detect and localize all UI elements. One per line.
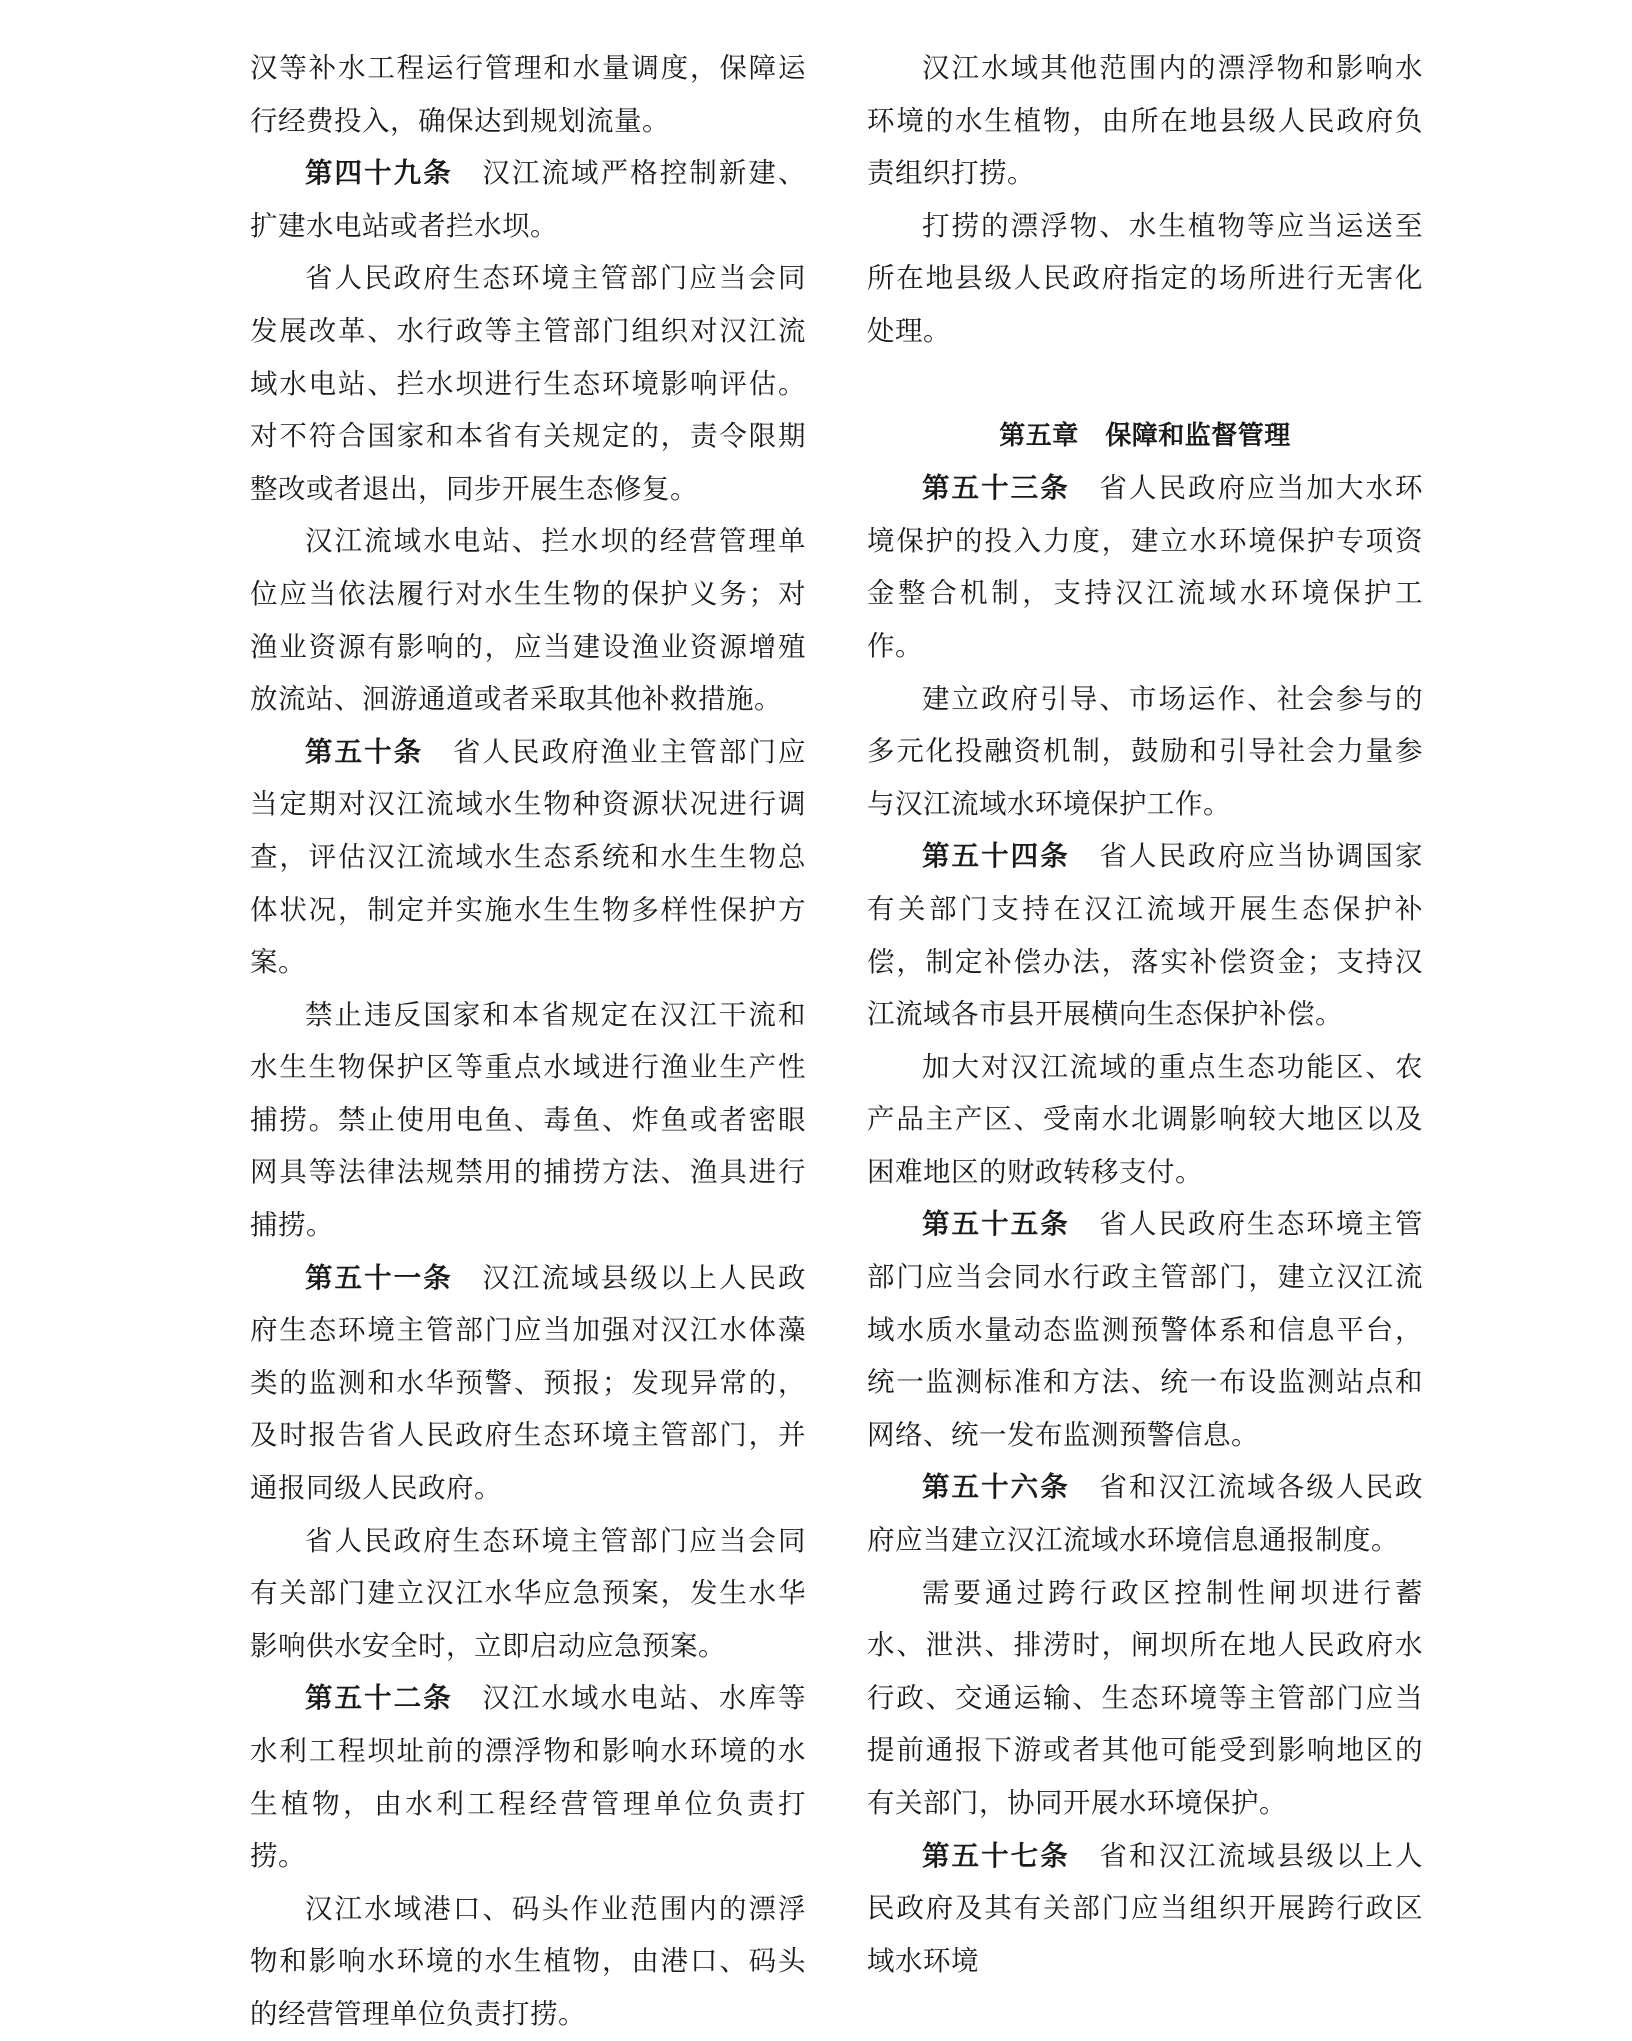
article-53-paragraph-2: 建立政府引导、市场运作、社会参与的多元化投融资机制，鼓励和引导社会力量参与汉江流域水环境保护工作。 bbox=[867, 682, 1423, 820]
article-number: 第五十五条 bbox=[922, 1208, 1070, 1241]
article-text: 省和汉江流域各级人民政府应当建立汉江流域水环境信息通报制度。 bbox=[867, 1471, 1423, 1557]
article-52-paragraph-4: 打捞的漂浮物、水生植物等应当运送至所在地县级人民政府指定的场所进行无害化处理。 bbox=[867, 209, 1423, 347]
article-text: 省和汉江流域县级以上人民政府及其有关部门应当组织开展跨行政区域水环境 bbox=[867, 1839, 1423, 1977]
article-text: 省人民政府生态环境主管部门应当会同水行政主管部门，建立汉江流域水质水量动态监测预警体系和信息平台，统一监测标准和方法、统一布设监测站点和网络、统一发布监测预警信息。 bbox=[867, 1208, 1423, 1451]
article-51-paragraph-2: 省人民政府生态环境主管部门应当会同有关部门建立汉江水华应急预案，发生水华影响供水安全时，立即启动应急预案。 bbox=[250, 1524, 806, 1662]
article-54 bbox=[867, 830, 1423, 1040]
article-number: 第五十七条 bbox=[922, 1839, 1070, 1872]
article-49-paragraph-3: 汉江流域水电站、拦水坝的经营管理单位应当依法履行对水生生物的保护义务；对渔业资源有影响的，应当建设渔业资源增殖放流站、洄游通道或者采取其他补救措施。 bbox=[250, 525, 806, 716]
article-number: 第五十六条 bbox=[922, 1471, 1070, 1504]
article-56 bbox=[867, 1461, 1423, 1566]
article-54-paragraph-2: 加大对汉江流域的重点生态功能区、农产品主产区、受南水北调影响较大地区以及困难地区的财政转移支付。 bbox=[867, 1050, 1423, 1188]
article-49 bbox=[250, 147, 806, 252]
article-52-paragraph-3: 汉江水域其他范围内的漂浮物和影响水环境的水生植物，由所在地县级人民政府负责组织打捞。 bbox=[867, 52, 1423, 190]
article-text: 汉江流域严格控制新建、扩建水电站或者拦水坝。 bbox=[250, 157, 806, 242]
article-55 bbox=[867, 1198, 1423, 1461]
article-number: 第五十三条 bbox=[922, 472, 1070, 505]
article-text: 汉江流域县级以上人民政府生态环境主管部门应当加强对汉江水体藻类的监测和水华预警、预报；发现异常的，及时报告省人民政府生态环境主管部门，并通报同级人民政府。 bbox=[250, 1261, 806, 1505]
article-text: 省人民政府渔业主管部门应当定期对汉江流域水生物种资源状况进行调查，评估汉江流域水生态系统和水生生物总体状况，制定并实施水生生物多样性保护方案。 bbox=[250, 735, 806, 979]
article-49-paragraph-2: 省人民政府生态环境主管部门应当会同发展改革、水行政等主管部门组织对汉江流域水电站、拦水坝进行生态环境影响评估。对不符合国家和本省有关规定的，责令限期整改或者退出，同步开展生态修复。 bbox=[250, 262, 806, 505]
article-number: 第五十条 bbox=[305, 735, 424, 768]
article-text: 省人民政府应当加大水环境保护的投入力度，建立水环境保护专项资金整合机制，支持汉江流域水环境保护工作。 bbox=[867, 472, 1423, 662]
article-51 bbox=[250, 1252, 806, 1515]
paragraph-continuation: 汉等补水工程运行管理和水量调度，保障运行经费投入，确保达到规划流量。 bbox=[250, 52, 806, 137]
article-50-paragraph-2: 禁止违反国家和本省规定在汉江干流和水生生物保护区等重点水域进行渔业生产性捕捞。禁止使用电鱼、毒鱼、炸鱼或者密眼网具等法律法规禁用的捕捞方法、渔具进行捕捞。 bbox=[250, 998, 806, 1242]
left-column bbox=[250, 42, 806, 2041]
article-52 bbox=[250, 1672, 806, 1882]
article-57 bbox=[867, 1830, 1423, 1988]
article-number: 第五十四条 bbox=[922, 840, 1070, 873]
chapter-title: 第五章 保障和监督管理 bbox=[999, 420, 1291, 451]
article-number: 第五十一条 bbox=[305, 1261, 453, 1294]
article-56-paragraph-2: 需要通过跨行政区控制性闸坝进行蓄水、泄洪、排涝时，闸坝所在地人民政府水行政、交通运输、生态环境等主管部门应当提前通报下游或者其他可能受到影响地区的有关部门，协同开展水环境保护。 bbox=[867, 1576, 1423, 1819]
article-50 bbox=[250, 726, 806, 989]
article-text: 省人民政府应当协调国家有关部门支持在汉江流域开展生态保护补偿，制定补偿办法，落实补偿资金；支持汉江流域各市县开展横向生态保护补偿。 bbox=[867, 840, 1423, 1031]
article-53 bbox=[867, 462, 1423, 672]
article-number: 第四十九条 bbox=[305, 157, 453, 190]
right-column bbox=[867, 42, 1423, 1987]
article-52-paragraph-2: 汉江水域港口、码头作业范围内的漂浮物和影响水环境的水生植物，由港口、码头的经营管理单位负责打捞。 bbox=[250, 1892, 806, 2030]
article-number: 第五十二条 bbox=[305, 1682, 453, 1715]
article-text: 汉江水域水电站、水库等水利工程坝址前的漂浮物和影响水环境的水生植物，由水利工程经营管理单位负责打捞。 bbox=[250, 1682, 806, 1873]
